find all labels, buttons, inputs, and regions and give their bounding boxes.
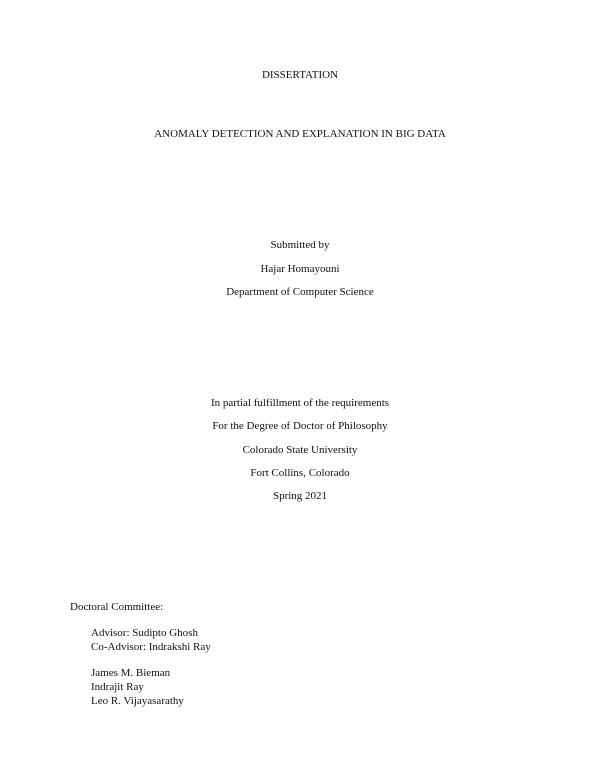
fulfillment-statement: In partial fulfillment of the requirements (210, 397, 390, 409)
committee-heading: Doctoral Committee: (70, 601, 164, 613)
committee-member: James M. Bieman (91, 667, 171, 679)
author-name: Hajar Homayouni (260, 263, 340, 275)
degree-statement: For the Degree of Doctor of Philosophy (212, 420, 388, 432)
committee-advisor: Advisor: Sudipto Ghosh (91, 627, 198, 639)
department-name: Department of Computer Science (226, 286, 374, 298)
university-name: Colorado State University (242, 444, 358, 456)
dissertation-title: ANOMALY DETECTION AND EXPLANATION IN BIG DATA (154, 128, 446, 140)
university-location: Fort Collins, Colorado (250, 467, 350, 479)
committee-member: Leo R. Vijayasarathy (91, 695, 184, 707)
submitted-by-label: Submitted by (270, 239, 330, 251)
committee-co-advisor: Co-Advisor: Indrakshi Ray (91, 641, 211, 653)
committee-member: Indrajit Ray (91, 681, 144, 693)
submission-term: Spring 2021 (272, 490, 328, 502)
document-type: DISSERTATION (261, 69, 339, 81)
